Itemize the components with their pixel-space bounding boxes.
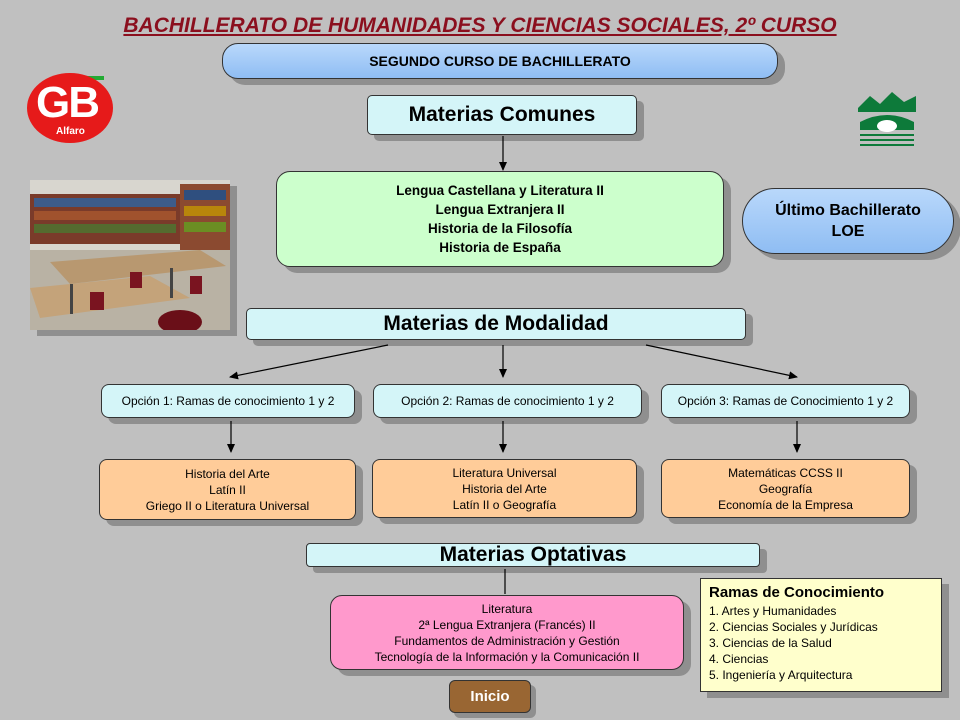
ramas-item: 5. Ingeniería y Arquitectura	[709, 668, 853, 682]
segundo-curso-label: SEGUNDO CURSO DE BACHILLERATO	[369, 53, 631, 69]
gb-logo-text: GB	[36, 78, 98, 127]
comunes-item: Lengua Castellana y Literatura II	[396, 183, 604, 198]
opcion-1-item: Historia del Arte	[185, 466, 270, 481]
page-title: BACHILLERATO DE HUMANIDADES Y CIENCIAS SOCIALES, 2º CURSO	[123, 14, 837, 37]
opcion-3-item: Economía de la Empresa	[718, 497, 853, 512]
opcion-1-item: Latín II	[209, 482, 246, 497]
materias-comunes-label: Materias Comunes	[408, 103, 596, 126]
arrow-opcion-1	[230, 345, 388, 377]
opcion-2-item: Historia del Arte	[462, 481, 547, 496]
opcion-3-label: Opción 3: Ramas de Conocimiento 1 y 2	[677, 394, 894, 408]
ramas-item: 3. Ciencias de la Salud	[709, 636, 832, 650]
ramas-title: Ramas de Conocimiento	[709, 584, 885, 601]
optativas-item: Literatura	[481, 601, 533, 616]
gb-logo-subtext: Alfaro	[56, 126, 85, 137]
opcion-3-item: Matemáticas CCSS II	[728, 465, 843, 480]
inicio-label: Inicio	[470, 688, 510, 705]
comunes-item: Historia de España	[439, 240, 561, 255]
opcion-2-item: Literatura Universal	[452, 465, 557, 480]
ramas-item: 2. Ciencias Sociales y Jurídicas	[709, 620, 878, 634]
ultimo-line2: LOE	[831, 223, 865, 240]
optativas-item: Tecnología de la Información y la Comunicación II	[374, 649, 640, 664]
comunes-item: Historia de la Filosofía	[427, 221, 572, 236]
ramas-item: 1. Artes y Humanidades	[709, 604, 837, 618]
opcion-3-item: Geografía	[758, 481, 813, 496]
optativas-item: 2ª Lengua Extranjera (Francés) II	[418, 617, 596, 632]
ultimo-line1: Último Bachillerato	[775, 202, 921, 219]
materias-optativas-label: Materias Optativas	[439, 543, 627, 566]
materias-modalidad-label: Materias de Modalidad	[383, 312, 609, 335]
opcion-1-label: Opción 1: Ramas de conocimiento 1 y 2	[121, 394, 335, 408]
comunes-item: Lengua Extranjera II	[435, 202, 565, 217]
ramas-item: 4. Ciencias	[709, 652, 769, 666]
opcion-1-item: Griego II o Literatura Universal	[145, 498, 310, 513]
opcion-2-label: Opción 2: Ramas de conocimiento 1 y 2	[401, 394, 614, 408]
arrow-opcion-3	[646, 345, 797, 377]
optativas-item: Fundamentos de Administración y Gestión	[394, 633, 620, 648]
opcion-2-item: Latín II o Geografía	[452, 497, 557, 512]
